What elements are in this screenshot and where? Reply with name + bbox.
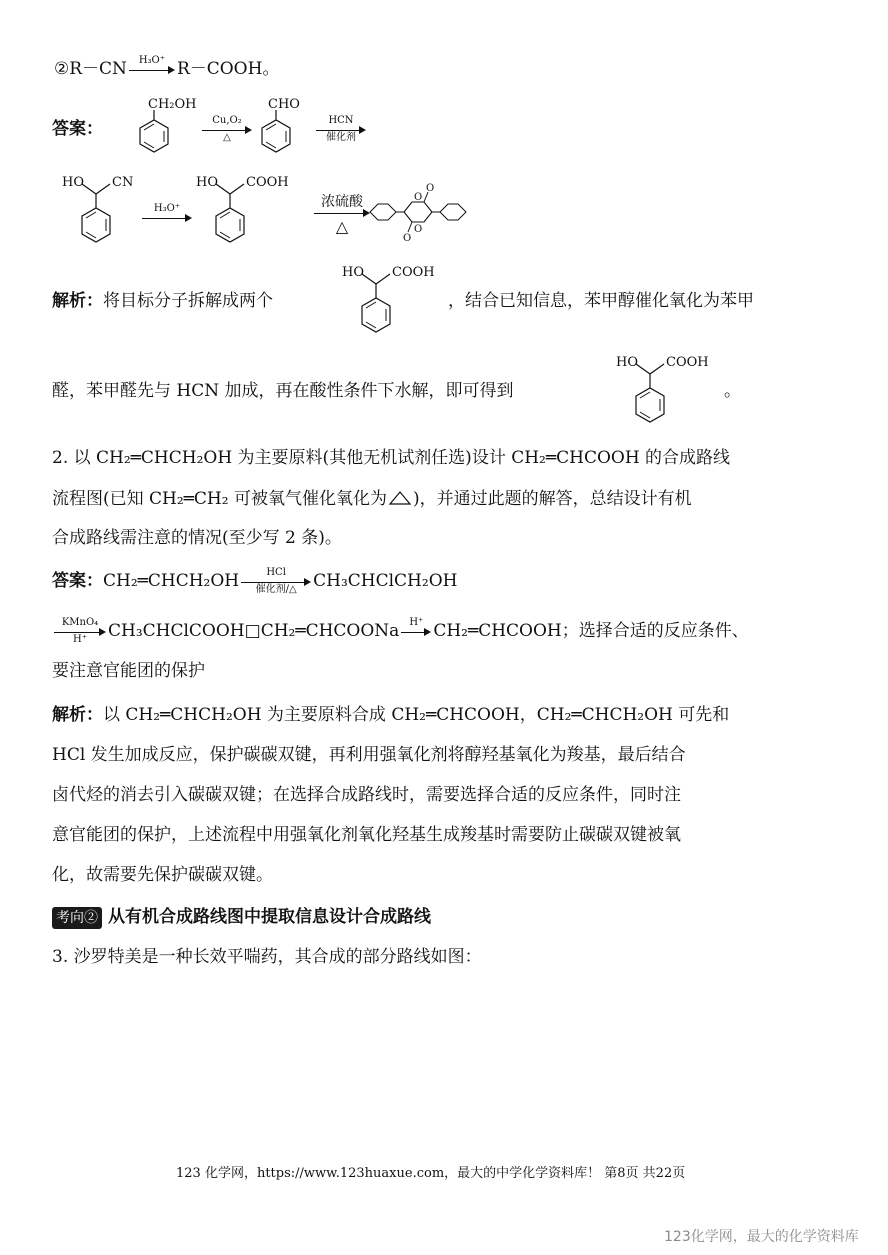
svg-text:O: O <box>403 233 412 242</box>
reaction-rcn <box>54 54 280 81</box>
arrow-esterification: 浓硫酸 △ <box>312 198 372 238</box>
svg-text:HO: HO <box>342 265 364 280</box>
svg-text:O: O <box>414 224 423 235</box>
answer-2-line-3: 要注意官能团的保护 <box>52 661 205 681</box>
question-3: 3. 沙罗特美是一种长效平喘药，其合成的部分路线如图： <box>52 947 482 967</box>
question-2-line-2: 流程图(已知 CH₂═CH₂ 可被氧气催化氧化为 )，并通过此题的解答，总结设计有机 <box>52 489 692 509</box>
arrow-condition: H₃O⁺ <box>138 54 166 66</box>
reaction-arrow <box>129 54 175 81</box>
cyanohydrin-structure <box>62 172 142 258</box>
explanation-label: 解析： <box>52 291 103 311</box>
kaoxiang-badge: 考向② <box>52 907 102 929</box>
svg-text:HO: HO <box>62 175 84 190</box>
question-2-line-3: 合成路线需注意的情况(至少写 2 条)。 <box>52 528 342 548</box>
explanation-1-line-1: 解析：将目标分子拆解成两个 <box>52 291 273 311</box>
svg-text:O: O <box>414 192 423 203</box>
explanation-1-line-2: 醛，苯甲醛先与 HCN 加成，再在酸性条件下水解，即可得到 <box>52 381 514 401</box>
mol1-group: CH₂OH <box>148 97 197 112</box>
svg-text:HO: HO <box>196 175 218 190</box>
arrow-hydrolysis: H₃O⁺ <box>140 206 194 229</box>
svg-text:COOH: COOH <box>666 355 709 370</box>
answer-2-line-2: KMnO₄ H⁺ CH₃CHClCOOH□CH₂═CHCOONa H⁺ CH₂═CHCOOH；选择合适的反应条件、 <box>52 620 749 643</box>
rcooh-text: R－COOH。 <box>176 59 280 79</box>
benzaldehyde-structure <box>252 92 322 164</box>
kaoxiang-title: 从有机合成路线图中提取信息设计合成路线 <box>108 907 431 927</box>
arrow-hcn: HCN 催化剂 <box>314 118 368 141</box>
mandelic-acid-structure <box>196 172 306 258</box>
kaoxiang-heading <box>52 906 431 929</box>
svg-text:COOH: COOH <box>246 175 289 190</box>
page-footer: 123 化学网，https://www.123huaxue.com，最大的中学化学资料库！ 第8页 共22页 <box>176 1166 686 1181</box>
explanation-1-line-1-tail: ，结合已知信息，苯甲醇催化氧化为苯甲 <box>448 291 754 311</box>
svg-text:O: O <box>426 183 435 194</box>
arrow-oxidation: Cu,O₂ △ <box>200 118 254 141</box>
svg-text:COOH: COOH <box>392 265 435 280</box>
svg-text:CN: CN <box>112 175 134 190</box>
answer-label: 答案： <box>52 119 103 139</box>
answer-2-line-1: 答案：CH₂═CHCH₂OH HCl 催化剂/△ CH₃CHClCH₂OH <box>52 566 458 595</box>
rcn-text: ②R－CN <box>54 59 127 79</box>
explanation-2-line-3: 卤代烃的消去引入碳碳双键；在选择合成路线时，需要选择合适的反应条件，同时注 <box>52 785 681 805</box>
epoxide-icon <box>387 487 413 507</box>
mandelic-acid-inline-1 <box>338 262 448 348</box>
explanation-1-period: 。 <box>724 381 741 401</box>
watermark: 123化学网，最大的化学资料库 <box>664 1229 859 1245</box>
explanation-2-line-1: 解析：以 CH₂═CHCH₂OH 为主要原料合成 CH₂═CHCOOH，CH₂═CHCH₂OH 可先和 <box>52 705 730 725</box>
benzyl-alcohol-structure <box>118 92 198 164</box>
cyclic-diester-structure <box>368 178 478 242</box>
explanation-2-line-4: 意官能团的保护，上述流程中用强氧化剂氧化羟基生成羧基时需要防止碳碳双键被氧 <box>52 825 681 845</box>
explanation-2-line-5: 化，故需要先保护碳碳双键。 <box>52 865 273 885</box>
svg-text:HO: HO <box>616 355 638 370</box>
mandelic-acid-inline-2 <box>612 352 722 438</box>
explanation-2-line-2: HCl 发生加成反应，保护碳碳双键，再利用强氧化剂将醇羟基氧化为羧基，最后结合 <box>52 745 686 765</box>
question-2-line-1: 2. 以 CH₂═CHCH₂OH 为主要原料(其他无机试剂任选)设计 CH₂═CHCOOH 的合成路线 <box>52 448 731 468</box>
mol2-group: CHO <box>268 97 300 112</box>
